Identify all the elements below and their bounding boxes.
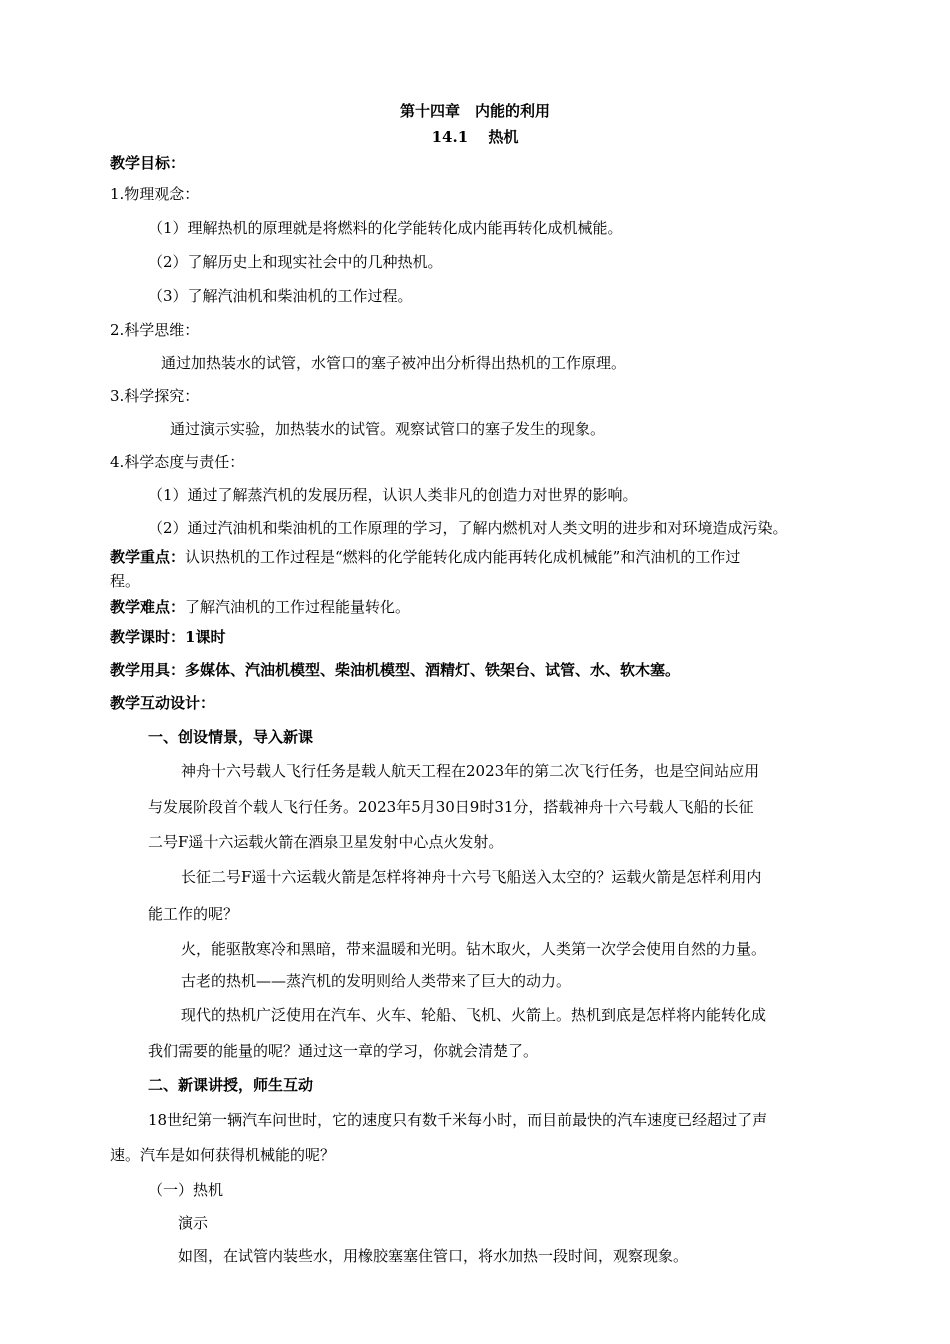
part-1-paragraph: 长征二号F遥十六运载火箭是怎样将神舟十六号飞船送入太空的？运载火箭是怎样利用内	[181, 868, 762, 886]
part-1-paragraph: 古老的热机——蒸汽机的发明则给人类带来了巨大的动力。	[181, 972, 572, 990]
part-1-paragraph: 二号F遥十六运载火箭在酒泉卫星发射中心点火发射。	[148, 833, 504, 851]
demo-label: 演示	[178, 1214, 209, 1232]
teaching-tools-label: 教学用具：	[110, 661, 186, 679]
part-2-title: 二、新课讲授，师生互动	[148, 1076, 314, 1094]
objective-4-item: （2）通过汽油机和柴油机的工作原理的学习，了解内燃机对人类文明的进步和对环境造成污染。	[148, 519, 788, 537]
demo-text: 如图，在试管内装些水，用橡胶塞塞住管口，将水加热一段时间，观察现象。	[178, 1247, 689, 1265]
objective-2-text: 通过加热装水的试管，水管口的塞子被冲出分析得出热机的工作原理。	[161, 354, 627, 372]
part-2-paragraph: 速。汽车是如何获得机械能的呢？	[110, 1146, 336, 1164]
objective-3-text: 通过演示实验，加热装水的试管。观察试管口的塞子发生的现象。	[170, 420, 606, 438]
part-1-paragraph: 神舟十六号载人飞行任务是载人航天工程在2023年的第二次飞行任务，也是空间站应用	[181, 762, 760, 780]
subsection-title: （一）热机	[148, 1181, 224, 1199]
difficulties-label: 教学难点：	[110, 598, 186, 616]
teaching-tools	[110, 660, 680, 680]
objective-1-item: （1）理解热机的原理就是将燃料的化学能转化成内能再转化成机械能。	[148, 219, 623, 237]
part-2-paragraph: 18世纪第一辆汽车问世时，它的速度只有数千米每小时，而目前最快的汽车速度已经超过了声	[148, 1111, 768, 1129]
objective-2-title: 2.科学思维：	[110, 321, 200, 339]
section-title: 14.1 热机	[431, 128, 519, 146]
difficulties-text: 了解汽油机的工作过程能量转化。	[185, 598, 411, 616]
part-1-paragraph: 我们需要的能量的呢？通过这一章的学习，你就会清楚了。	[148, 1042, 539, 1060]
difficulties	[110, 597, 410, 617]
key-points-cont: 程。	[110, 572, 141, 590]
objective-4-item: （1）通过了解蒸汽机的发展历程，认识人类非凡的创造力对世界的影响。	[148, 486, 638, 504]
part-1-paragraph: 现代的热机广泛使用在汽车、火车、轮船、飞机、火箭上。热机到底是怎样将内能转化成	[181, 1006, 767, 1024]
class-hours-label: 教学课时：	[110, 628, 186, 646]
key-points	[110, 547, 740, 567]
objective-4-title: 4.科学态度与责任：	[110, 453, 245, 471]
class-hours	[110, 627, 225, 647]
part-1-paragraph: 能工作的呢？	[148, 905, 239, 923]
objective-1-title: 1.物理观念：	[110, 185, 200, 203]
chapter-title: 第十四章 内能的利用	[399, 102, 550, 120]
key-points-label: 教学重点：	[110, 548, 186, 566]
class-hours-text: 1课时	[185, 628, 226, 646]
design-heading: 教学互动设计：	[110, 694, 216, 712]
part-1-paragraph: 与发展阶段首个载人飞行任务。2023年5月30日9时31分，搭载神舟十六号载人飞船的长征	[148, 798, 754, 816]
teaching-tools-text: 多媒体、汽油机模型、柴油机模型、酒精灯、铁架台、试管、水、软木塞。	[185, 661, 681, 679]
objectives-heading: 教学目标：	[110, 154, 186, 172]
key-points-text: 认识热机的工作过程是“燃料的化学能转化成内能再转化成机械能”和汽油机的工作过	[185, 548, 741, 566]
part-1-title: 一、创设情景，导入新课	[148, 728, 314, 746]
part-1-paragraph: 火，能驱散寒冷和黑暗，带来温暖和光明。钻木取火，人类第一次学会使用自然的力量。	[181, 940, 767, 958]
objective-3-title: 3.科学探究：	[110, 387, 200, 405]
objective-1-item: （2）了解历史上和现实社会中的几种热机。	[148, 253, 443, 271]
objective-1-item: （3）了解汽油机和柴油机的工作过程。	[148, 287, 413, 305]
